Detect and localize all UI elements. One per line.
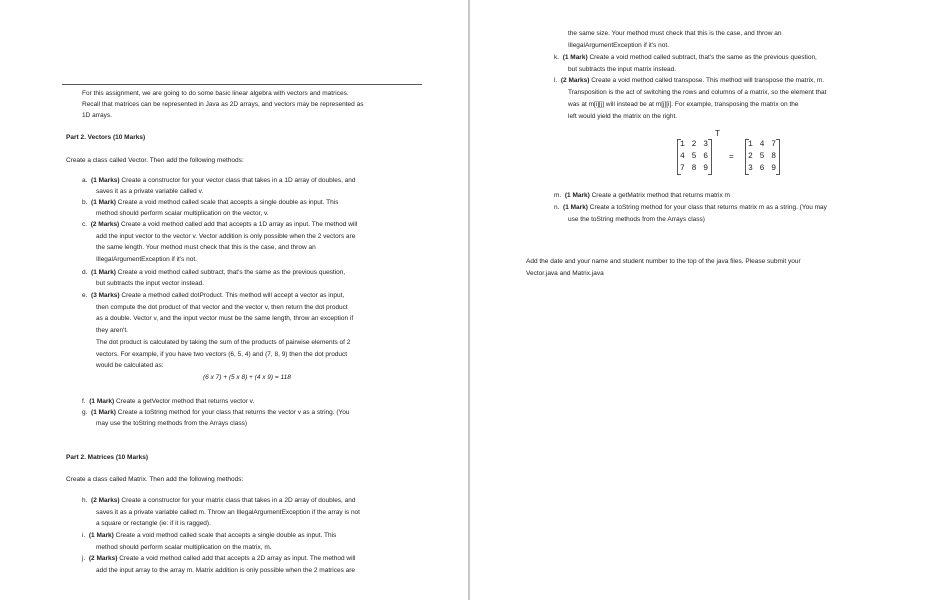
part-vectors-heading: Part 2. Vectors (10 Marks): [66, 134, 146, 141]
item-h-line-2: saves it as a private variable called m. Throw an IllegalArgumentException if the array is not: [96, 509, 360, 516]
intro-line-1: For this assignment, we are going to do some basic linear algebra with vectors and matrices.: [82, 90, 349, 97]
item-n-line-2: use the toString methods from the Arrays class): [568, 216, 705, 223]
transpose-superscript: T: [715, 129, 720, 138]
item-i-line-2: method should perform scalar multiplication on the matrix, m.: [96, 544, 272, 551]
page-right: [470, 0, 938, 600]
item-e-line-2: then compute the dot product of that vector and the vector v, then return the dot product: [96, 304, 348, 311]
intro-line-3: 1D arrays.: [82, 112, 112, 119]
matrix-original: [677, 139, 712, 175]
item-h: h. (2 Marks) Create a constructor for your matrix class that takes in a 2D array of doubles, and: [82, 497, 356, 504]
item-e: e. (3 Marks) Create a method called dotProduct. This method will accept a vector as input,: [82, 292, 345, 299]
item-c-line-3: the same length. Your method must check that this is the case, and throw an: [96, 244, 316, 251]
item-m: m. (1 Mark) Create a getMatrix method that returns matrix m: [554, 192, 730, 199]
item-l-line-2: Transposition is the act of switching the rows and columns of a matrix, so the element that: [568, 89, 827, 96]
intro-line-2: Recall that matrices can be represented in Java as 2D arrays, and vectors may be represented as: [82, 101, 364, 108]
item-k: k. (1 Mark) Create a void method called subtract, that's the same as the previous question,: [554, 54, 817, 61]
item-l-line-4: left would yield the matrix on the right.: [568, 113, 678, 120]
item-c-line-2: add the input vector to the vector v. Vector addition is only possible when the 2 vectors are: [96, 233, 356, 240]
item-b-line-2: method should perform scalar multiplication on the vector, v.: [96, 210, 269, 217]
item-d-line-2: but subtracts the input vector instead.: [96, 280, 205, 287]
item-j: j. (2 Marks) Create a void method called add that accepts a 2D array as input. The method will: [82, 555, 356, 562]
submission-note-line-1: Add the date and your name and student number to the top of the java files. Please submit your: [526, 258, 801, 265]
matrix-transposed-row: 2 5 8: [748, 152, 778, 161]
matrix-intro: Create a class called Matrix. Then add the following methods:: [66, 476, 244, 483]
item-n: n. (1 Mark) Create a toString method for your class that returns matrix m as a string. (You may: [554, 204, 827, 211]
item-j-line-3: the same size. Your method must check that this is the case, and throw an: [568, 30, 782, 37]
item-b: b. (1 Mark) Create a void method called scale that accepts a single double as input. This: [82, 199, 339, 206]
item-c-line-4: IllegalArgumentException if it's not.: [96, 256, 197, 263]
item-j-line-4: IllegalArgumentException if it's not.: [568, 42, 669, 49]
page-left: [0, 0, 468, 600]
matrix-transposed: [745, 139, 780, 175]
matrix-original-row: 7 8 9: [680, 164, 710, 173]
item-e-line-4: they aren't.: [96, 327, 128, 334]
header-rule: [62, 84, 422, 85]
item-e-line-5: The dot product is calculated by taking the sum of the products of pairwise elements of 2: [96, 339, 351, 346]
item-e-line-3: as a double. Vector v, and the input vector must be the same length, throw an exception if: [96, 315, 354, 322]
item-g: g. (1 Mark) Create a toString method for your class that returns the vector v as a string. (You: [82, 409, 350, 416]
item-k-line-2: but subtracts the input matrix instead.: [568, 66, 677, 73]
dot-product-equation: (6 x 7) + (5 x 8) + (4 x 9) = 118: [203, 374, 291, 381]
item-l: l. (2 Marks) Create a void method called transpose. This method will transpose the matrix, m.: [554, 77, 825, 84]
equals-sign: =: [729, 152, 734, 161]
item-c: c. (2 Marks) Create a void method called add that accepts a 1D array as input. The method will: [82, 221, 358, 228]
matrix-transposed-row: 3 6 9: [748, 164, 778, 173]
item-e-line-6: vectors. For example, if you have two vectors (6, 5, 4) and (7, 8, 9) then the dot product: [96, 351, 348, 358]
item-g-line-2: may use the toString methods from the Arrays class): [96, 420, 248, 427]
item-e-line-7: would be calculated as:: [96, 362, 164, 369]
submission-note-line-2: Vector.java and Matrix.java: [526, 270, 604, 277]
item-h-line-3: a square or rectangle (ie: if it is ragged).: [96, 520, 211, 527]
item-a-line-2: saves it as a private variable called v.: [96, 188, 204, 195]
vector-intro: Create a class called Vector. Then add the following methods:: [66, 157, 244, 164]
item-a: a. (1 Marks) Create a constructor for your vector class that takes in a 1D array of doubles, and: [82, 177, 356, 184]
item-f: f. (1 Mark) Create a getVector method that returns vector v.: [82, 398, 255, 405]
matrix-original-row: 1 2 3: [680, 140, 710, 149]
part-matrices-heading: Part 2. Matrices (10 Marks): [66, 454, 149, 461]
matrix-transposed-row: 1 4 7: [748, 140, 778, 149]
item-d: d. (1 Mark) Create a void method called subtract, that's the same as the previous question,: [82, 269, 346, 276]
item-l-line-3: was at m[i][j] will instead be at m[j][i]. For example, transposing the matrix on the: [568, 101, 799, 108]
item-j-line-2: add the input array to the array m. Matrix addition is only possible when the 2 matrices are: [96, 567, 356, 574]
matrix-original-row: 4 5 6: [680, 152, 710, 161]
item-i: i. (1 Mark) Create a void method called scale that accepts a single double as input. This: [82, 532, 337, 539]
